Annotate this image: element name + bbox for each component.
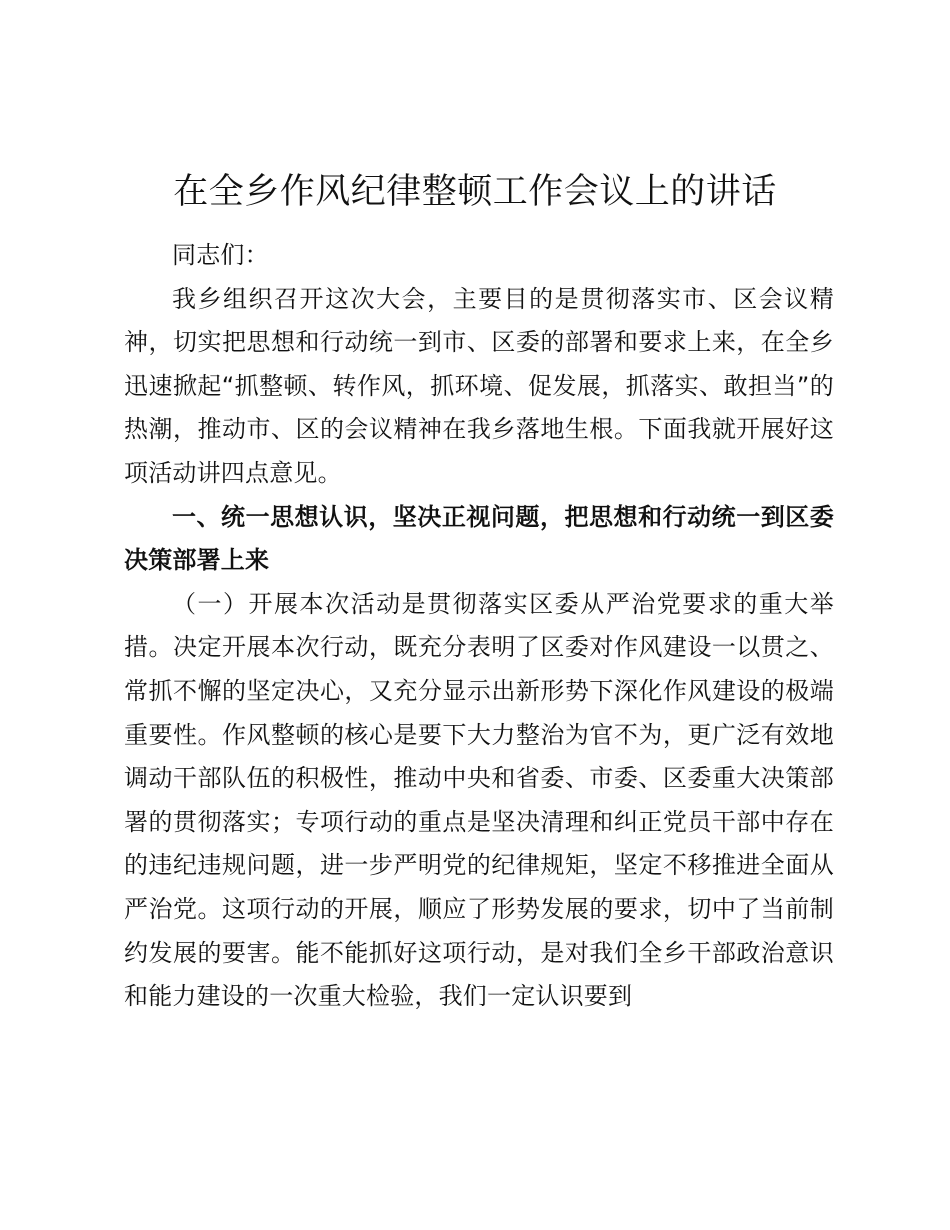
intro-paragraph: 我乡组织召开这次大会，主要目的是贯彻落实市、区会议精神，切实把思想和行动统一到市、区委的部署和要求上来，在全乡迅速掀起“抓整顿、转作风，抓环境、促发展，抓落实、敢担当”的热潮，推动市、区的会议精神在我乡落地生根。下面我就开展好这项活动讲四点意见。: [124, 284, 834, 487]
salutation: 同志们：: [172, 241, 269, 269]
subsection-paragraph: （一）开展本次活动是贯彻落实区委从严治党要求的重大举措。决定开展本次行动，既充分表明了区委对作风建设一以贯之、常抓不懈的坚定决心，又充分显示出新形势下深化作风建设的极端重要性。作风整顿的核心是要下大力整治为官不为，更广泛有效地调动干部队伍的积极性，推动中央和省委、市委、区委重大决策部署的贯彻落实；专项行动的重点是坚决清理和纠正党员干部中存在的违纪违规问题，进一步严明党的纪律规矩，坚定不移推进全面从严治党。这项行动的开展，顺应了形势发展的要求，切中了当前制约发展的要害。能不能抓好这项行动，是对我们全乡干部政治意识和能力建设的一次重大检验，我们一定认识要到: [124, 589, 834, 1011]
document-body: [124, 234, 834, 1019]
document-title: 在全乡作风纪律整顿工作会议上的讲话: [173, 172, 777, 212]
section-heading: 一、统一思想认识，坚决正视问题，把思想和行动统一到区委决策部署上来: [124, 502, 834, 575]
